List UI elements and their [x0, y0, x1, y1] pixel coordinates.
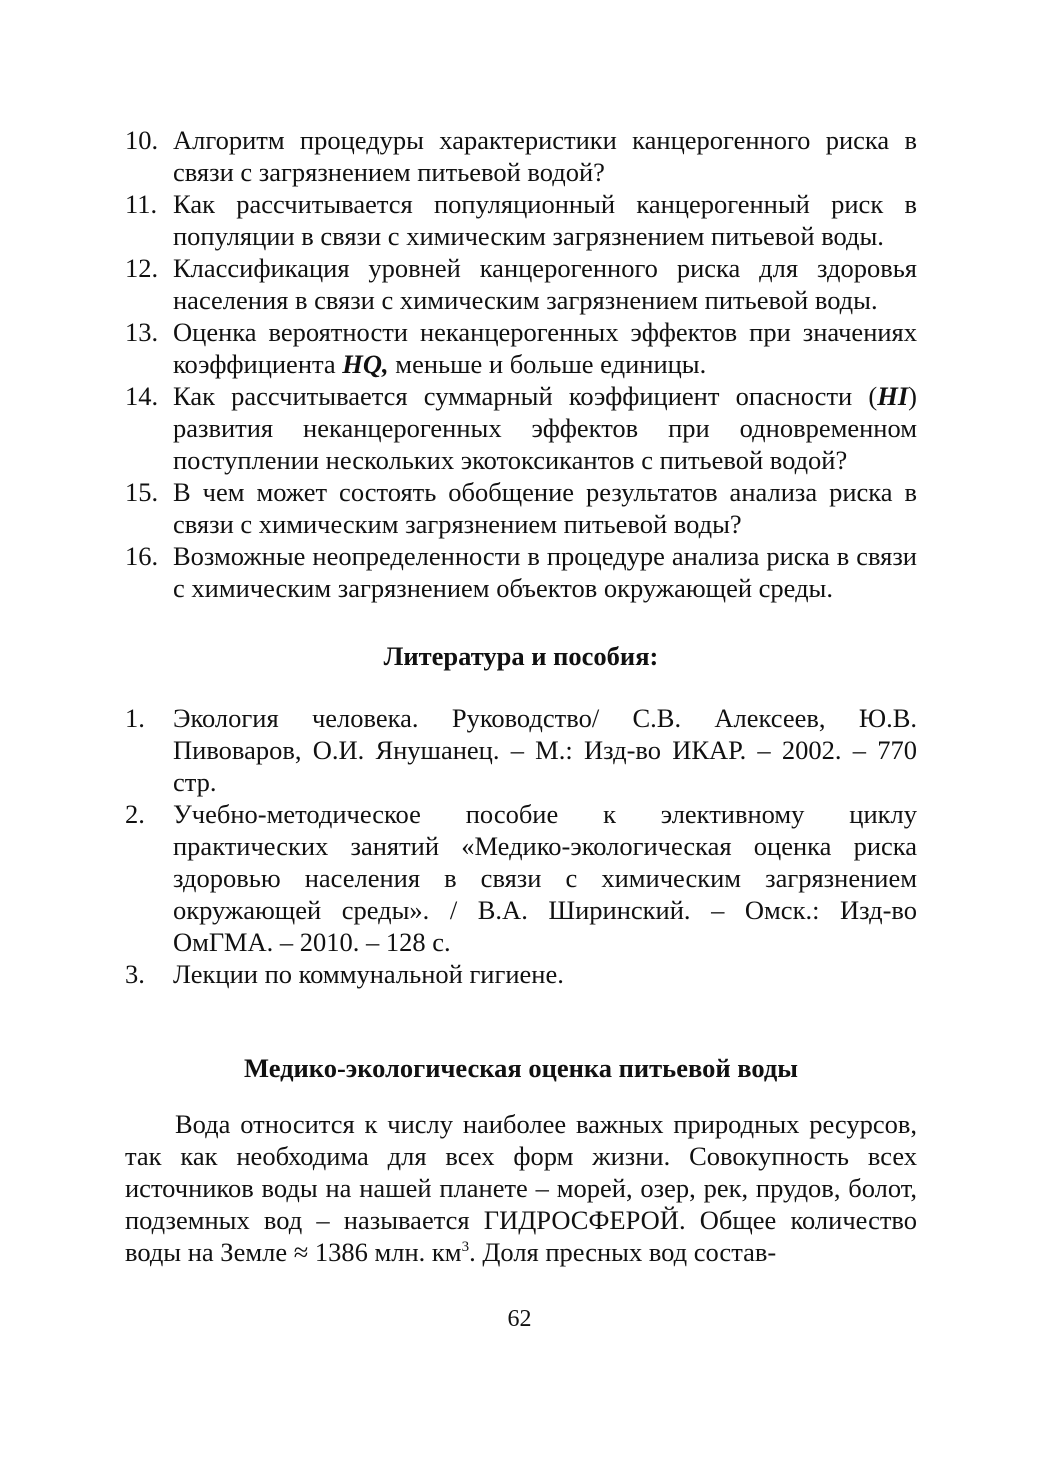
- question-number: 12.: [125, 253, 159, 283]
- literature-item: [125, 798, 917, 958]
- question-number: 11.: [125, 189, 158, 219]
- question-item: [125, 380, 917, 476]
- body-paragraph: [125, 1108, 917, 1268]
- paragraph-text: Вода относится к числу наиболее важных природных ресурсов, так как необходима для всех форм жизни. Совокупность всех источников воды на нашей планете – морей, озер, рек, прудов, болот, подземных вод – называется ГИДРОСФЕРОЙ. Общее количество воды на Земле ≈ 1386 млн. км: [125, 1109, 917, 1267]
- page-number: 62: [507, 1306, 532, 1332]
- literature-number: 2.: [125, 799, 145, 829]
- question-item: [125, 252, 917, 316]
- question-item: [125, 188, 917, 252]
- literature-text: Учебно-методическое пособие к элективному циклу практических занятий «Медико-экологическая оценка риска здоровью населения в связи с химическим загрязнением окружающей среды». / В.А. Ширинский. – Омск.: Изд-во ОмГМА. – 2010. – 128 с.: [173, 799, 917, 957]
- question-number: 14.: [125, 381, 159, 411]
- question-text: Возможные неопределенности в процедуре анализа риска в связи с химическим загрязнением объектов окружающей среды.: [173, 541, 917, 603]
- paragraph-tail: . Доля пресных вод состав-: [469, 1237, 777, 1267]
- question-item: [125, 476, 917, 540]
- literature-item: [125, 702, 917, 798]
- literature-heading: Литература и пособия:: [383, 641, 659, 671]
- literature-text: Экология человека. Руководство/ С.В. Алексеев, Ю.В. Пивоваров, О.И. Янушанец. – М.: Изд-во ИКАР. – 2002. – 770 стр.: [173, 703, 917, 797]
- question-number: 10.: [125, 125, 159, 155]
- question-item: [125, 316, 917, 380]
- question-number: 15.: [125, 477, 159, 507]
- literature-number: 3.: [125, 959, 145, 989]
- literature-list: [125, 702, 917, 990]
- literature-number: 1.: [125, 703, 145, 733]
- page-content: [125, 124, 917, 1268]
- question-text: Алгоритм процедуры характеристики канцерогенного риска в связи с загрязнением питьевой водой?: [173, 125, 917, 187]
- question-text: В чем может состоять обобщение результатов анализа риска в связи с химическим загрязнением питьевой воды?: [173, 477, 917, 539]
- question-text-part: Оценка вероятности неканцерогенных эффектов при значениях коэффициента: [173, 317, 917, 379]
- cube-superscript: 3: [461, 1239, 470, 1256]
- question-item: [125, 540, 917, 604]
- question-item: [125, 124, 917, 188]
- question-list: [125, 124, 917, 604]
- section-heading: Медико-экологическая оценка питьевой воды: [244, 1053, 798, 1083]
- literature-text: Лекции по коммунальной гигиене.: [173, 959, 564, 989]
- hi-term: HI: [877, 381, 909, 411]
- question-text-part: ) развития неканцерогенных эффектов при одновременном поступлении нескольких экотоксикантов с питьевой водой?: [173, 381, 917, 475]
- hq-term: HQ,: [342, 349, 389, 379]
- question-text-part: меньше и больше единицы.: [388, 349, 707, 379]
- literature-item: [125, 958, 917, 990]
- question-text: [173, 380, 917, 476]
- question-text: [173, 316, 917, 380]
- question-text-part: Как рассчитывается суммарный коэффициент опасности (: [173, 381, 878, 411]
- question-number: 16.: [125, 541, 159, 571]
- question-text: Как рассчитывается популяционный канцерогенный риск в популяции в связи с химическим загрязнением питьевой воды.: [173, 189, 917, 251]
- question-number: 13.: [125, 317, 159, 347]
- question-text: Классификация уровней канцерогенного риска для здоровья населения в связи с химическим загрязнением питьевой воды.: [173, 253, 917, 315]
